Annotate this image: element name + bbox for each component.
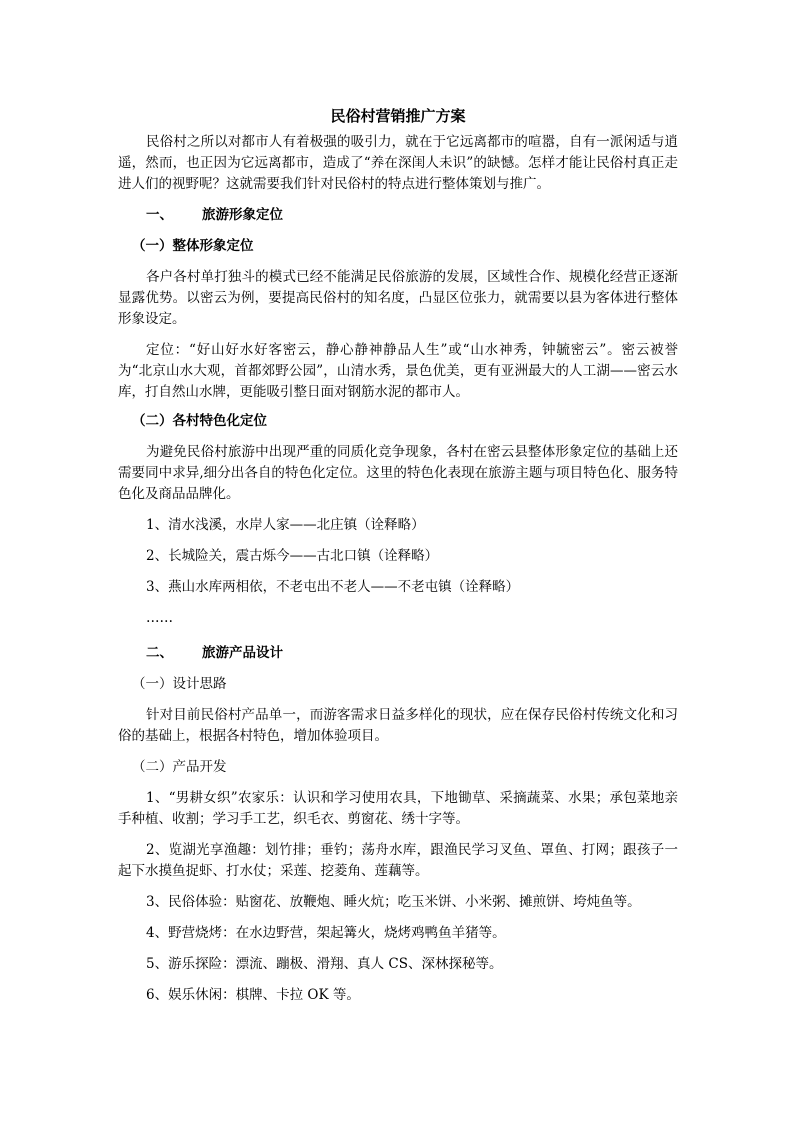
- subsection-heading-2-1: （一）设计思路: [132, 676, 227, 692]
- section-heading-2: [118, 643, 678, 664]
- subsection-heading-1-2: （二）各村特色化定位: [132, 413, 267, 429]
- list-item: 1、清水浅溪，水岸人家——北庄镇（诠释略）: [146, 517, 425, 533]
- list-item: 4、野营烧烤：在水边野营，架起篝火，烧烤鸡鸭鱼羊猪等。: [146, 925, 506, 941]
- list-item: 6、娱乐休闲：棋牌、卡拉 OK 等。: [146, 987, 360, 1003]
- section-number-2: 二、: [146, 645, 173, 661]
- section-heading-1: [118, 205, 678, 226]
- list-item: 2、长城险关，震古烁今——古北口镇（诠释略）: [146, 548, 439, 564]
- document-title: 民俗村营销推广方案: [330, 107, 466, 125]
- list-item: 3、燕山水库两相依，不老屯出不老人——不老屯镇（诠释略）: [146, 579, 520, 595]
- list-item: 3、民俗体验：贴窗花、放鞭炮、睡火炕；吃玉米饼、小米粥、摊煎饼、垮炖鱼等。: [146, 894, 641, 910]
- paragraph-1-1-b: 定位：“好山好水好客密云，静心静神静品人生”或“山水神秀，钟毓密云”。密云被誉为“北京山水大观，首都郊野公园”，山清水秀，景色优美，更有亚洲最大的人工湖——密云水库，打自然山水牌，更能吸引整日面对钢筋水泥的都市人。: [118, 342, 678, 400]
- paragraph-1-1-a: 各户各村单打独斗的模式已经不能满足民俗旅游的发展，区域性合作、规模化经营正逐渐显露优势。以密云为例，要提高民俗村的知名度，凸显区位张力，就需要以县为客体进行整体形象设定。: [118, 269, 678, 327]
- list-item: 5、游乐探险：漂流、蹦极、滑翔、真人 CS、深林探秘等。: [146, 956, 503, 972]
- section-title-2: 旅游产品设计: [202, 645, 283, 661]
- intro-paragraph: 民俗村之所以对都市人有着极强的吸引力，就在于它远离都市的喧嚣，自有一派闲适与逍遥，然而，也正因为它远离都市，造成了“养在深闺人未识”的缺憾。怎样才能让民俗村真正走进人们的视野呢？这就需要我们针对民俗村的特点进行整体策划与推广。: [118, 134, 678, 192]
- document-body: [118, 104, 678, 1016]
- ellipsis: ……: [146, 610, 173, 626]
- section-number-1: 一、: [146, 207, 173, 223]
- section-title-1: 旅游形象定位: [202, 207, 283, 223]
- list-item: 1、“男耕女织”农家乐：认识和学习使用农具，下地锄草、采摘蔬菜、水果；承包菜地亲手种植、收割；学习手工艺，织毛衣、剪窗花、绣十字等。: [118, 790, 678, 827]
- paragraph-2-1-a: 针对目前民俗村产品单一，而游客需求日益多样化的现状，应在保存民俗村传统文化和习俗的基础上，根据各村特色，增加体验项目。: [118, 707, 678, 744]
- paragraph-1-2-a: 为避免民俗村旅游中出现严重的同质化竞争现象，各村在密云县整体形象定位的基础上还需要同中求异,细分出各自的特色化定位。这里的特色化表现在旅游主题与项目特色化、服务特色化及商品品牌化。: [118, 444, 678, 502]
- list-item: 2、览湖光享渔趣：划竹排；垂钓；荡舟水库，跟渔民学习叉鱼、罩鱼、打网；跟孩子一起下水摸鱼捉虾、打水仗；采莲、挖菱角、莲藕等。: [118, 842, 678, 879]
- subsection-heading-2-2: （二）产品开发: [132, 759, 227, 775]
- subsection-heading-1-1: （一）整体形象定位: [132, 238, 254, 254]
